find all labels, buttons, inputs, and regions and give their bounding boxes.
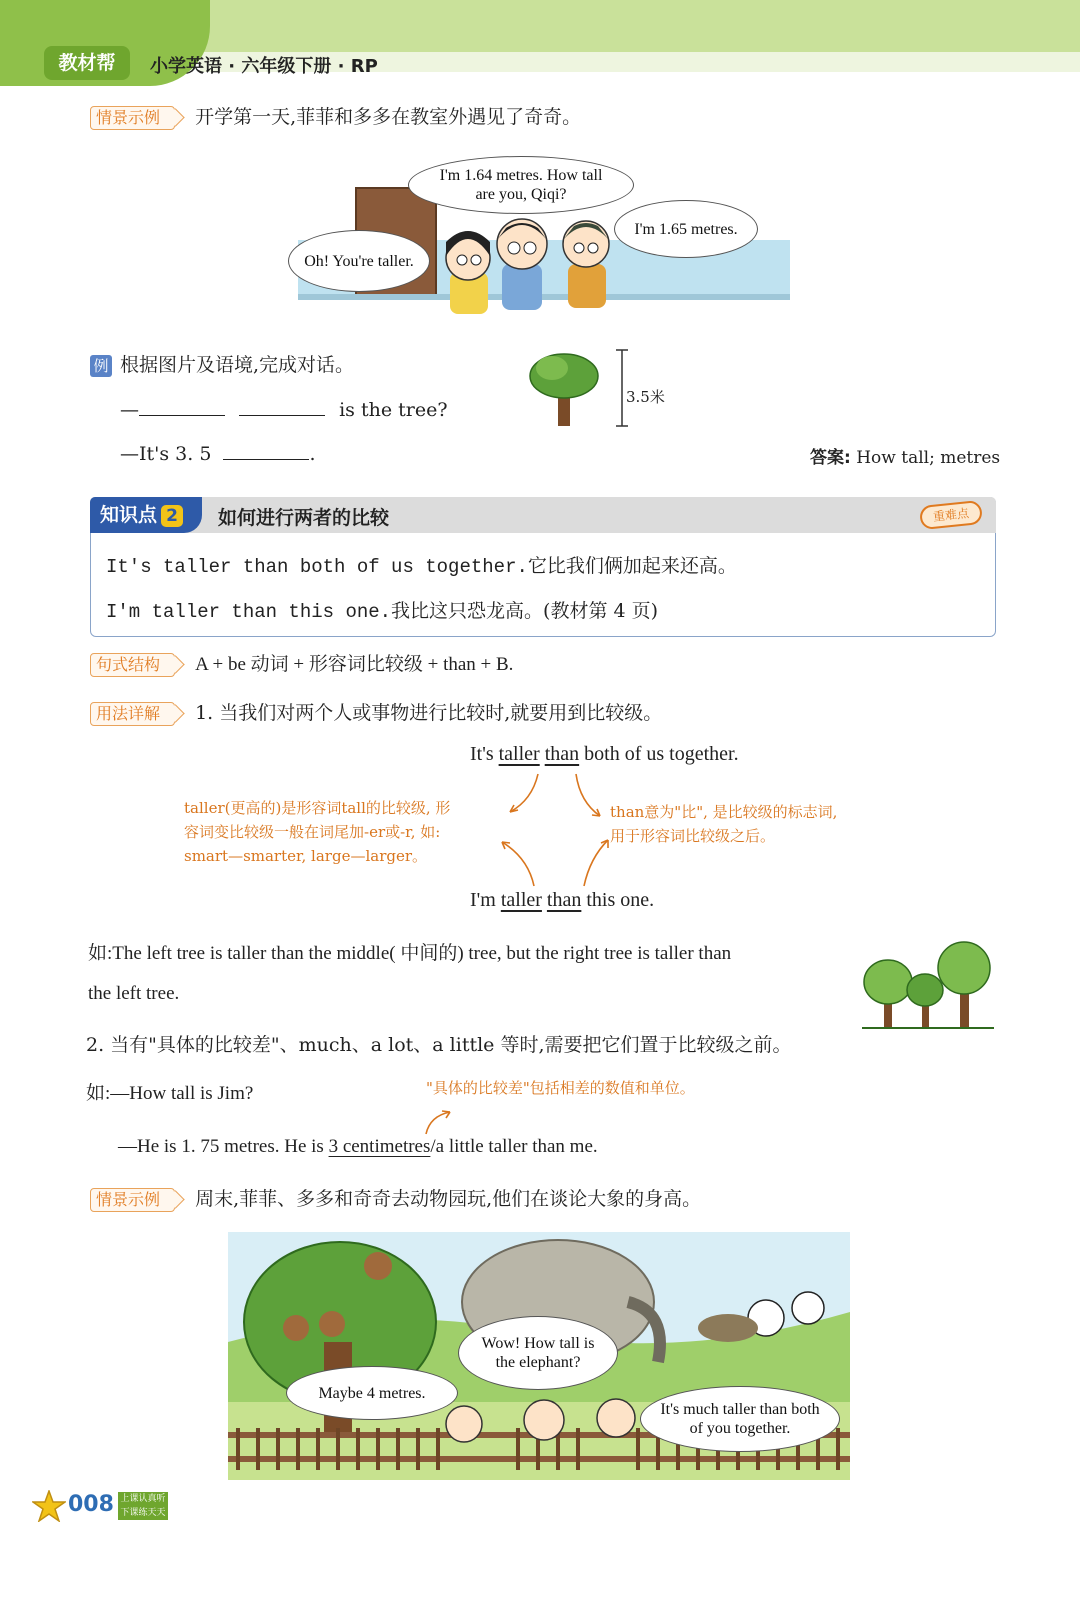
answer-blank-1[interactable]	[139, 398, 225, 416]
key-sentence-2-cn: 我比这只恐龙高。(教材第 4 页)	[391, 600, 659, 622]
key-sentence-2	[106, 596, 658, 623]
note-difference: "具体的比较差"包括相差的数值和单位。	[426, 1079, 695, 1097]
answer-blank-2[interactable]	[239, 398, 325, 416]
scene1-line	[90, 102, 581, 130]
diagram-top-sentence	[470, 743, 739, 766]
diagram-bottom-taller: taller	[500, 889, 542, 911]
speech-bubble-top: I'm 1.64 metres. How tall are you, Qiqi?	[408, 156, 634, 214]
speech-bubble-elephant: Wow! How tall is the elephant?	[458, 1316, 618, 1390]
example-instruction: 根据图片及语境,完成对话。	[120, 354, 355, 376]
tree-height-label: 3.5米	[626, 388, 665, 406]
note-taller-3: smart—smarter, large—larger。	[184, 847, 428, 865]
slogan-2: 下课练天天	[118, 1506, 168, 1520]
answer-text: How tall; metres	[856, 448, 1001, 468]
speech-bubble-maybe: Maybe 4 metres.	[286, 1366, 458, 1420]
three-trees-illustration	[862, 938, 994, 1032]
scene2-text: 周末,菲菲、多多和奇奇去动物园玩,他们在谈论大象的身高。	[195, 1188, 702, 1210]
answer-prefix: —It's 3. 5	[120, 443, 212, 465]
diagram-bottom-post: this one.	[581, 889, 655, 911]
page-number-badge	[32, 1490, 170, 1522]
diagram-top-post: both of us together.	[579, 743, 739, 765]
star-icon	[32, 1490, 66, 1522]
example-2-question: 如:—How tall is Jim?	[86, 1083, 254, 1104]
book-title: 小学英语 · 六年级下册 · RP	[150, 56, 378, 77]
diagram-bottom-sentence	[470, 889, 654, 912]
diagram-arrows	[480, 770, 630, 890]
scene2-tag: 情景示例	[90, 1188, 175, 1212]
example-2-answer-post: /a little taller than me.	[430, 1136, 598, 1157]
knowledge-number: 2	[161, 505, 183, 527]
key-sentence-1-cn: 它比我们俩加起来还高。	[527, 555, 737, 577]
answer-label: 答案:	[810, 448, 851, 468]
difficulty-stamp: 重难点	[919, 500, 983, 530]
question-suffix: is the tree?	[339, 399, 448, 421]
note-than-2: 用于形容词比较级之后。	[610, 827, 776, 845]
usage-tag: 用法详解	[90, 702, 175, 726]
diagram-bottom-pre: I'm	[470, 889, 501, 911]
dash: —	[120, 399, 139, 421]
answer-key	[810, 443, 1000, 468]
key-sentence-1	[106, 551, 737, 578]
key-sentence-2-en: I'm taller than this one.	[106, 601, 392, 623]
note-taller-1: taller(更高的)是形容词tall的比较级, 形	[184, 799, 451, 817]
feifei-figure	[446, 231, 490, 314]
usage-line	[90, 698, 662, 726]
structure-line	[90, 649, 513, 677]
page-number: 008	[68, 1492, 114, 1517]
answer-blank-3[interactable]	[223, 442, 309, 460]
example-question	[120, 398, 448, 421]
example-2-answer	[118, 1136, 598, 1158]
example-instruction-line	[90, 350, 354, 377]
diagram-bottom-than: than	[546, 889, 582, 911]
speech-bubble-much-taller: It's much taller than both of you together.	[640, 1386, 840, 1452]
diagram-top-taller: taller	[498, 743, 540, 765]
note-than-1: than意为"比", 是比较级的标志词,	[610, 803, 838, 821]
structure-text: A + be 动词 + 形容词比较级 + than + B.	[195, 654, 514, 675]
note-taller-2: 容词变比较级一般在词尾加-er或-r, 如:	[184, 823, 441, 841]
scene-tag: 情景示例	[90, 106, 175, 130]
example-2-answer-pre: —He is 1. 75 metres. He is	[118, 1136, 329, 1157]
slogan-1: 上课认真听	[118, 1492, 168, 1506]
speech-bubble-right: I'm 1.65 metres.	[614, 200, 758, 258]
scene2-line	[90, 1184, 701, 1212]
structure-tag: 句式结构	[90, 653, 175, 677]
diagram-top-than: than	[544, 743, 580, 765]
example-tag: 例	[90, 355, 112, 377]
knowledge-title: 如何进行两者的比较	[218, 507, 390, 529]
answer-suffix: .	[309, 443, 316, 465]
diagram-top-pre: It's	[470, 743, 499, 765]
example-1-line-2: the left tree.	[88, 983, 180, 1004]
speech-bubble-left: Oh! You're taller.	[288, 230, 430, 292]
usage-point-2: 2. 当有"具体的比较差"、much、a lot、a little 等时,需要把它们置于比较级之前。	[86, 1034, 792, 1056]
example-answer-line	[120, 442, 316, 465]
knowledge-badge-label: 知识点	[100, 504, 158, 526]
example-1-line-1: 如:The left tree is taller than the middle( 中间的) tree, but the right tree is taller than	[88, 943, 732, 964]
example-2-answer-underlined: 3 centimetres	[328, 1136, 431, 1157]
key-sentence-1-en: It's taller than both of us together.	[106, 556, 528, 578]
scene1-text: 开学第一天,菲菲和多多在教室外遇见了奇奇。	[195, 106, 582, 128]
brand-logo: 教材帮	[44, 46, 130, 80]
note-arrow	[420, 1108, 460, 1136]
usage-point-1: 1. 当我们对两个人或事物进行比较时,就要用到比较级。	[195, 702, 663, 724]
knowledge-badge	[90, 497, 202, 533]
